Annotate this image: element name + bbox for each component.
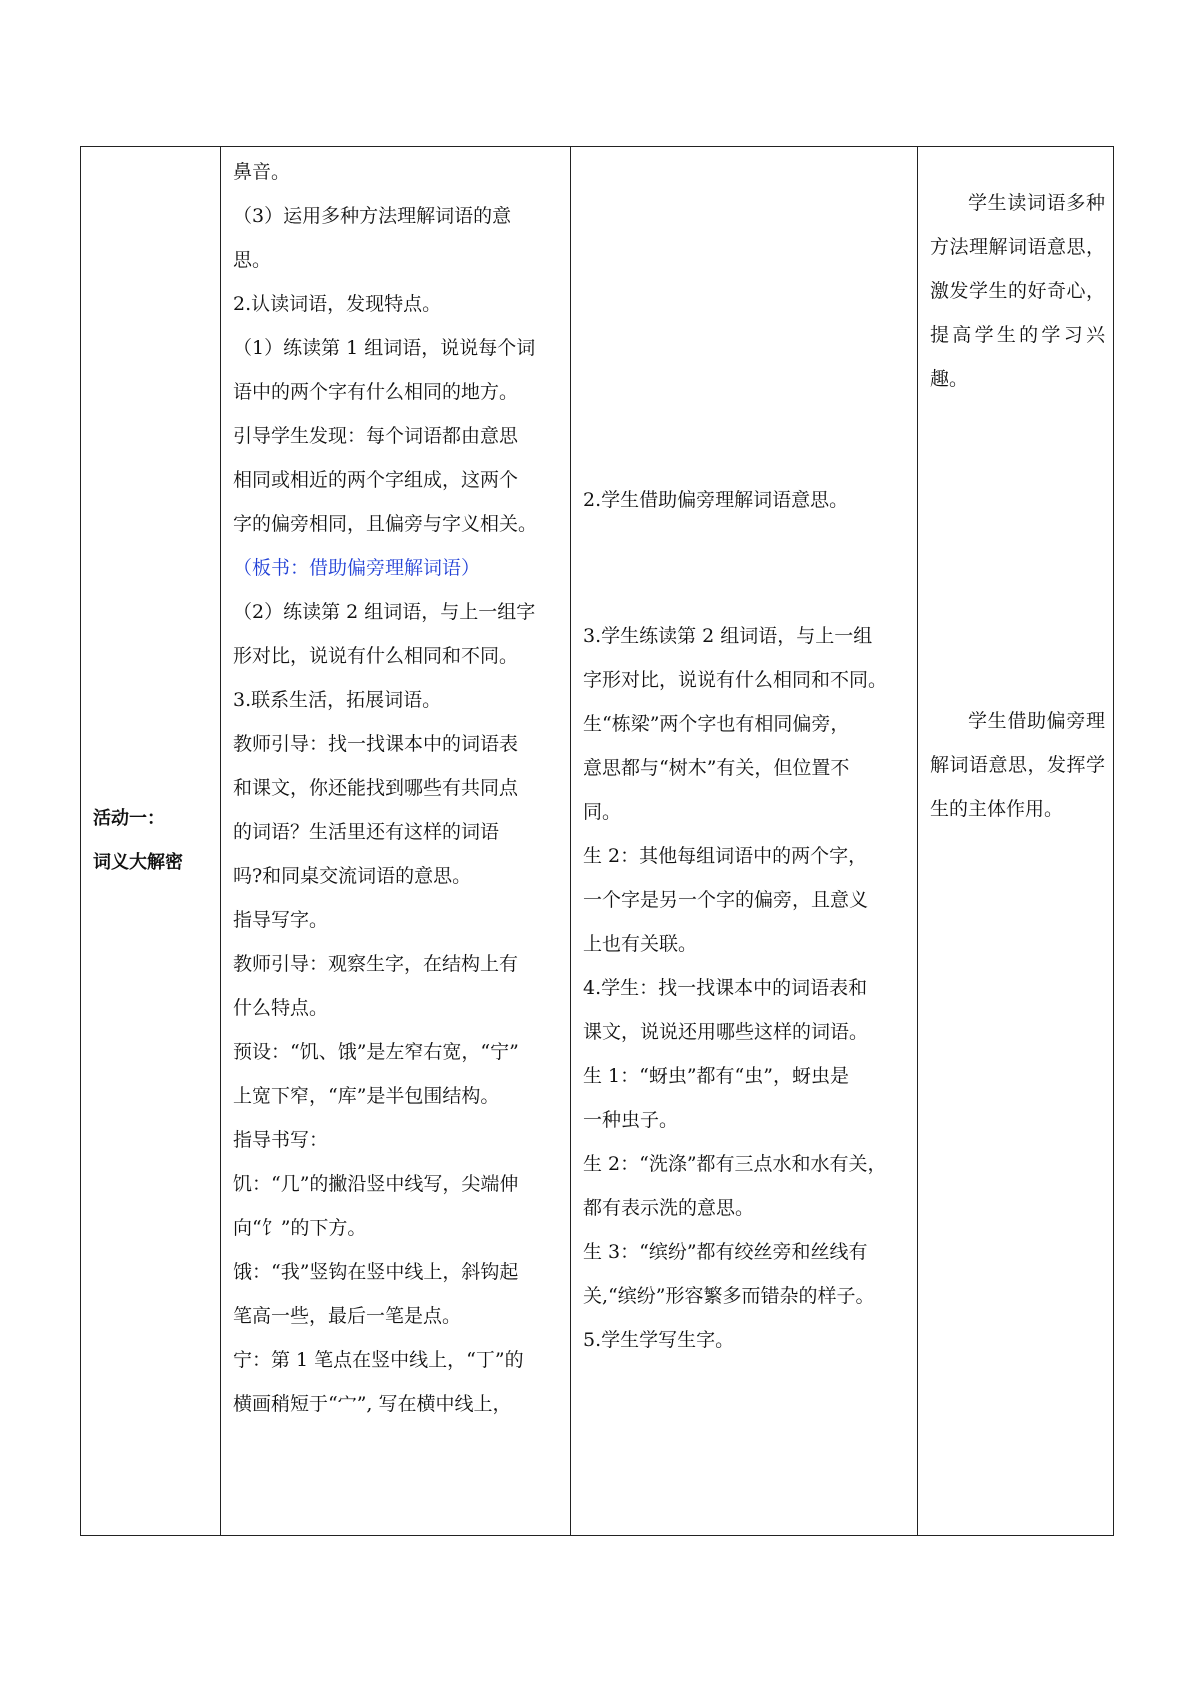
- teacher-line: 饿：“我”竖钩在竖中线上，斜钩起: [233, 1261, 519, 1283]
- teacher-line: （2）练读第 2 组词语，与上一组字: [233, 601, 536, 623]
- teacher-line: 语中的两个字有什么相同的地方。: [233, 381, 519, 403]
- teacher-line: 指导书写：: [233, 1129, 329, 1151]
- teacher-line: （1）练读第 1 组词语，说说每个词: [233, 337, 536, 359]
- student-line: 5.学生学写生字。: [583, 1329, 735, 1351]
- teacher-line: 横画稍短于“宀”, 写在横中线上，: [233, 1393, 512, 1415]
- design-intent-cell: [918, 147, 1114, 1536]
- teacher-line: 饥：“几”的撇沿竖中线写，尖端伸: [233, 1173, 519, 1195]
- student-line: 字形对比，说说有什么相同和不同。: [583, 669, 888, 691]
- activity-title: 词义大解密: [93, 852, 183, 873]
- student-step-2: 2.学生借助偏旁理解词语意思。: [583, 489, 849, 511]
- teacher-line: 思。: [233, 249, 272, 271]
- student-line: 生 1：“蚜虫”都有“虫”，蚜虫是: [583, 1065, 849, 1087]
- student-line: 意思都与“树木”有关，但位置不: [583, 757, 850, 779]
- student-line: 同。: [583, 801, 622, 823]
- teacher-line: 3.联系生活，拓展词语。: [233, 689, 442, 711]
- student-line: 3.学生练读第 2 组词语，与上一组: [583, 625, 873, 647]
- teacher-line: 的词语？生活里还有这样的词语: [233, 821, 500, 843]
- teacher-line: 鼻音。: [233, 161, 291, 183]
- student-line: 一个字是另一个字的偏旁，且意义: [583, 889, 869, 911]
- teacher-line: 向“饣”的下方。: [233, 1217, 367, 1239]
- teacher-line: 吗?和同桌交流词语的意思。: [233, 865, 472, 887]
- teacher-line: 笔高一些，最后一笔是点。: [233, 1305, 462, 1327]
- student-line: 生 2：其他每组词语中的两个字，: [583, 845, 868, 867]
- teacher-line: 形对比，说说有什么相同和不同。: [233, 645, 519, 667]
- teacher-line: 什么特点。: [233, 997, 329, 1019]
- teacher-line: 教师引导：找一找课本中的词语表: [233, 733, 519, 755]
- teacher-line: 预设：“饥、饿”是左窄右宽，“宁”: [233, 1041, 519, 1063]
- teacher-line: 引导学生发现：每个词语都由意思: [233, 425, 519, 447]
- lesson-plan-table: [80, 146, 1114, 1536]
- student-line: 课文，说说还用哪些这样的词语。: [583, 1021, 869, 1043]
- activity-cell: [81, 147, 221, 1536]
- teacher-line: 宁：第 1 笔点在竖中线上，“丁”的: [233, 1349, 524, 1371]
- design-intent-2: 学生借助偏旁理解词语意思，发挥学生的主体作用。: [930, 710, 1105, 820]
- student-line: 都有表示洗的意思。: [583, 1197, 755, 1219]
- teacher-line: 和课文，你还能找到哪些有共同点: [233, 777, 519, 799]
- teacher-line: 相同或相近的两个字组成，这两个: [233, 469, 519, 491]
- student-line: 生 3：“缤纷”都有绞丝旁和丝线有: [583, 1241, 868, 1263]
- student-line: 4.学生：找一找课本中的词语表和: [583, 977, 868, 999]
- activity-number: 活动一：: [93, 808, 165, 829]
- design-intent-1: 学生读词语多种方法理解词语意思，激发学生的好奇心，提高学生的学习兴趣。: [930, 192, 1105, 390]
- teacher-line: 教师引导：观察生字，在结构上有: [233, 953, 519, 975]
- student-line: 生“栋梁”两个字也有相同偏旁，: [583, 713, 850, 735]
- teacher-line: （3）运用多种方法理解词语的意: [233, 205, 512, 227]
- teacher-line: 字的偏旁相同，且偏旁与字义相关。: [233, 513, 538, 535]
- teacher-line: 上宽下窄，“库”是半包围结构。: [233, 1085, 500, 1107]
- teacher-line: 2.认读词语，发现特点。: [233, 293, 442, 315]
- student-line: 生 2：“洗涤”都有三点水和水有关，: [583, 1153, 887, 1175]
- table-row: [81, 147, 1114, 1536]
- student-activity-cell: [571, 147, 918, 1536]
- student-line: 关,“缤纷”形容繁多而错杂的样子。: [583, 1285, 875, 1307]
- board-note-line: （板书：借助偏旁理解词语）: [233, 557, 481, 579]
- student-line: 上也有关联。: [583, 933, 698, 955]
- teacher-line: 指导写字。: [233, 909, 329, 931]
- student-line: 一种虫子。: [583, 1109, 679, 1131]
- teacher-activity-cell: [221, 147, 571, 1536]
